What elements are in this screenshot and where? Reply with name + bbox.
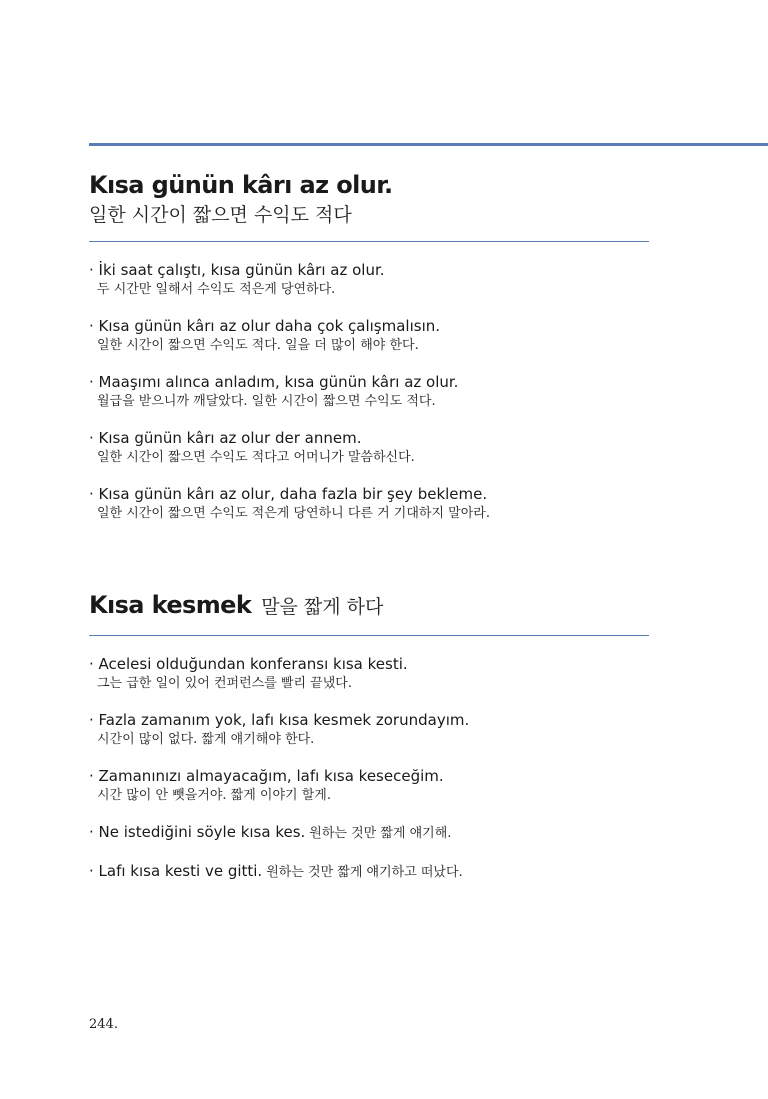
- section-kisa-gunun-kari: [89, 170, 649, 523]
- turkish-sentence: · Ne istediğini söyle kısa kes.: [89, 823, 306, 841]
- example-item: [89, 484, 649, 523]
- korean-translation: 일한 시간이 짧으면 수익도 적다고 어머니가 말씀하신다.: [97, 450, 415, 465]
- turkish-sentence: · Acelesi olduğundan konferansı kısa kesti.: [89, 655, 408, 673]
- example-list: [89, 260, 649, 523]
- turkish-sentence: · Lafı kısa kesti ve gitti.: [89, 862, 263, 880]
- example-item: [89, 372, 649, 411]
- example-item: [89, 861, 649, 883]
- example-item: [89, 710, 649, 749]
- section-title: Kısa kesmek: [89, 591, 252, 619]
- section-subtitle: 말을 짧게 하다: [261, 596, 384, 618]
- turkish-sentence: · Fazla zamanım yok, lafı kısa kesmek zorundayım.: [89, 711, 470, 729]
- example-item: [89, 822, 649, 844]
- korean-translation: 원하는 것만 짧게 얘기해.: [309, 826, 452, 841]
- turkish-sentence-row: [89, 861, 649, 883]
- korean-translation: 일한 시간이 짧으면 수익도 적은게 당연하니 다른 거 기대하지 말아라.: [97, 506, 490, 521]
- example-item: [89, 316, 649, 355]
- korean-translation: 월급을 받으니까 깨달았다. 일한 시간이 짧으면 수익도 적다.: [97, 394, 436, 409]
- korean-translation: 원하는 것만 짧게 얘기하고 떠났다.: [266, 865, 463, 880]
- example-list: [89, 654, 649, 883]
- turkish-sentence: · Kısa günün kârı az olur der annem.: [89, 429, 362, 447]
- turkish-sentence: · Maaşımı alınca anladım, kısa günün kârı az olur.: [89, 373, 459, 391]
- turkish-sentence: · İki saat çalıştı, kısa günün kârı az olur.: [89, 261, 385, 279]
- korean-translation: 시간 많이 안 뺏을거야. 짧게 이야기 할게.: [97, 788, 331, 803]
- example-item: [89, 260, 649, 299]
- section-subtitle: 일한 시간이 짧으면 수익도 적다: [89, 204, 352, 226]
- turkish-sentence: · Kısa günün kârı az olur daha çok çalışmalısın.: [89, 317, 441, 335]
- korean-translation: 일한 시간이 짧으면 수익도 적다. 일을 더 많이 해야 한다.: [97, 338, 419, 353]
- section-title-row: [89, 590, 649, 622]
- example-item: [89, 766, 649, 805]
- section-divider: [89, 635, 649, 636]
- section-divider: [89, 241, 649, 242]
- turkish-sentence: · Zamanınızı almayacağım, lafı kısa keseceğim.: [89, 767, 444, 785]
- korean-translation: 시간이 많이 없다. 짧게 얘기해야 한다.: [97, 732, 315, 747]
- turkish-sentence-row: [89, 822, 649, 844]
- korean-translation: 그는 급한 일이 있어 컨퍼런스를 빨리 끝냈다.: [97, 676, 352, 691]
- top-divider: [89, 143, 768, 146]
- korean-translation: 두 시간만 일해서 수익도 적은게 당연하다.: [97, 282, 336, 297]
- section-title: Kısa günün kârı az olur.: [89, 171, 393, 199]
- page-number: 244.: [89, 1017, 118, 1032]
- example-item: [89, 428, 649, 467]
- turkish-sentence: · Kısa günün kârı az olur, daha fazla bir şey bekleme.: [89, 485, 488, 503]
- section-kisa-kesmek: [89, 590, 649, 883]
- example-item: [89, 654, 649, 693]
